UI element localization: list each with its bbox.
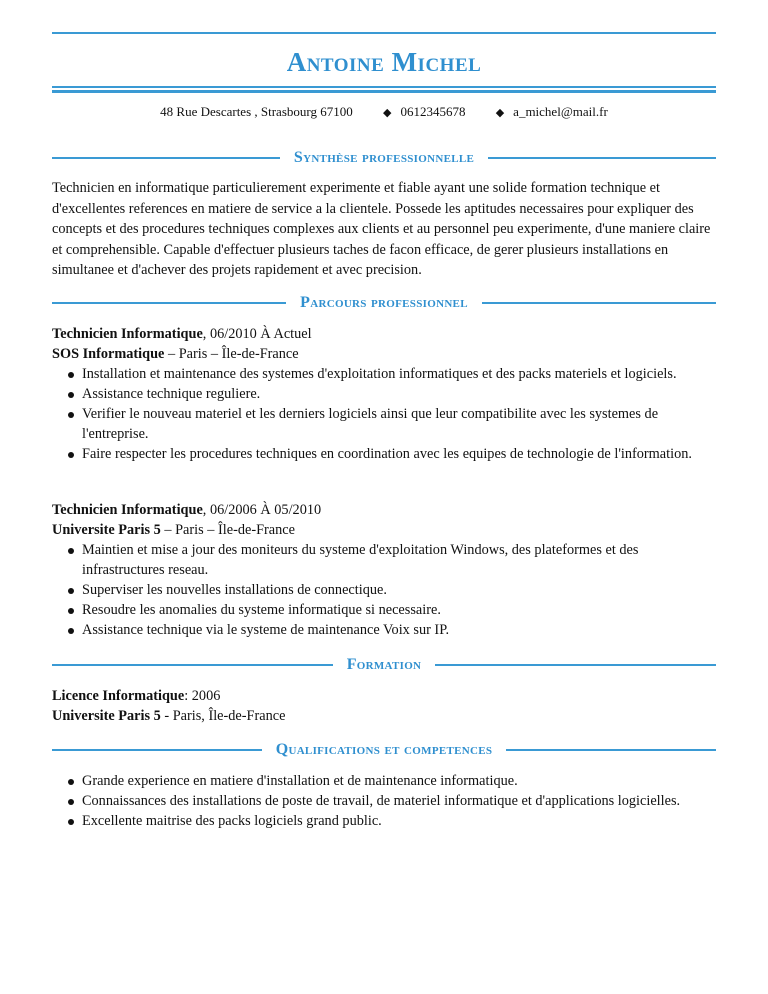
divider [482, 302, 716, 304]
email: a_michel@mail.fr [513, 104, 608, 119]
divider [52, 157, 280, 159]
job-employer-line [52, 344, 716, 364]
school-location: - Paris, Île-de-France [160, 708, 286, 724]
divider [488, 157, 716, 159]
divider [52, 749, 262, 751]
degree-line [52, 686, 716, 706]
phone: 0612345678 [400, 104, 466, 119]
list-item: Resoudre les anomalies du systeme informatique si necessaire. [82, 600, 716, 620]
job-bullets [52, 540, 716, 640]
school-line [52, 706, 716, 726]
list-item: Installation et maintenance des systemes d'exploitation informatiques et des packs materiels et logiciels. [82, 364, 716, 384]
job-title-line [52, 324, 716, 344]
skills-bullets [52, 771, 716, 831]
list-item: Grande experience en matiere d'installation et de maintenance informatique. [82, 771, 716, 791]
section-header-summary [52, 148, 716, 168]
address: 48 Rue Descartes , Strasbourg 67100 [160, 104, 353, 119]
job-dates: , 06/2006 À 05/2010 [202, 502, 322, 518]
education-entry [52, 686, 716, 726]
list-item: Faire respecter les procedures techniques en coordination avec les equipes de technologie de l'information. [82, 444, 716, 464]
job-entry [52, 500, 716, 640]
list-item: Excellente maitrise des packs logiciels grand public. [82, 811, 716, 831]
section-header-education [52, 655, 716, 675]
section-header-skills [52, 740, 716, 760]
section-title: Formation [346, 656, 422, 673]
summary-text: Technicien en informatique particulierement experimente et fiable ayant une solide formation technique et d'excellentes references en matiere de service a la clientele. Possede les aptitudes necessaires pour expliquer des concepts et des procedures techniques complexes aux clients et au personnel peu experimente, d'une maniere claire et comprehensible. Capable d'effectuer plusieurs taches de facon efficace, de gerer plusieurs installations en simultanee et d'achever des projets rapidement et avec precision. [52, 180, 711, 278]
list-item: Assistance technique reguliere. [82, 384, 716, 404]
list-item: Connaissances des installations de poste de travail, de materiel informatique et d'applications logicielles. [82, 791, 716, 811]
section-title: Qualifications et competences [275, 741, 493, 758]
divider [52, 664, 333, 666]
job-employer: Universite Paris 5 [52, 522, 161, 538]
job-role: Technicien Informatique [52, 502, 203, 518]
job-role: Technicien Informatique [52, 326, 203, 342]
section-title: Parcours professionnel [300, 294, 468, 311]
job-entry [52, 324, 716, 464]
email-item [487, 104, 608, 119]
diamond-icon: ◆ [382, 107, 392, 119]
job-bullets [52, 364, 716, 464]
divider [506, 749, 716, 751]
degree: Licence Informatique [52, 688, 185, 704]
list-item: Verifier le nouveau materiel et les derniers logiciels ainsi que leur compatibilite avec les systemes de l'entreprise. [82, 404, 716, 444]
degree-year: : 2006 [184, 688, 221, 704]
job-employer: SOS Informatique [52, 346, 165, 362]
list-item: Maintien et mise a jour des moniteurs du systeme d'exploitation Windows, des plateformes et des infrastructures reseau. [82, 540, 716, 580]
list-item: Assistance technique via le systeme de maintenance Voix sur IP. [82, 620, 716, 640]
job-employer-line [52, 520, 716, 540]
header-rule-thick [52, 90, 716, 93]
job-title-line [52, 500, 716, 520]
section-title: Synthèse professionnelle [293, 149, 475, 166]
divider [435, 664, 716, 666]
top-rule [52, 32, 716, 34]
divider [52, 302, 286, 304]
skills-list [52, 771, 716, 831]
diamond-icon: ◆ [495, 107, 505, 119]
phone-item [374, 104, 465, 119]
school: Universite Paris 5 [52, 708, 161, 724]
candidate-name: Antoine Michel [286, 47, 482, 77]
contact-line [52, 103, 716, 122]
job-dates: , 06/2010 À Actuel [202, 326, 312, 342]
job-location: – Paris – Île-de-France [160, 522, 295, 538]
header-rule [52, 86, 716, 88]
job-location: – Paris – Île-de-France [164, 346, 299, 362]
section-header-experience [52, 293, 716, 313]
list-item: Superviser les nouvelles installations de connectique. [82, 580, 716, 600]
